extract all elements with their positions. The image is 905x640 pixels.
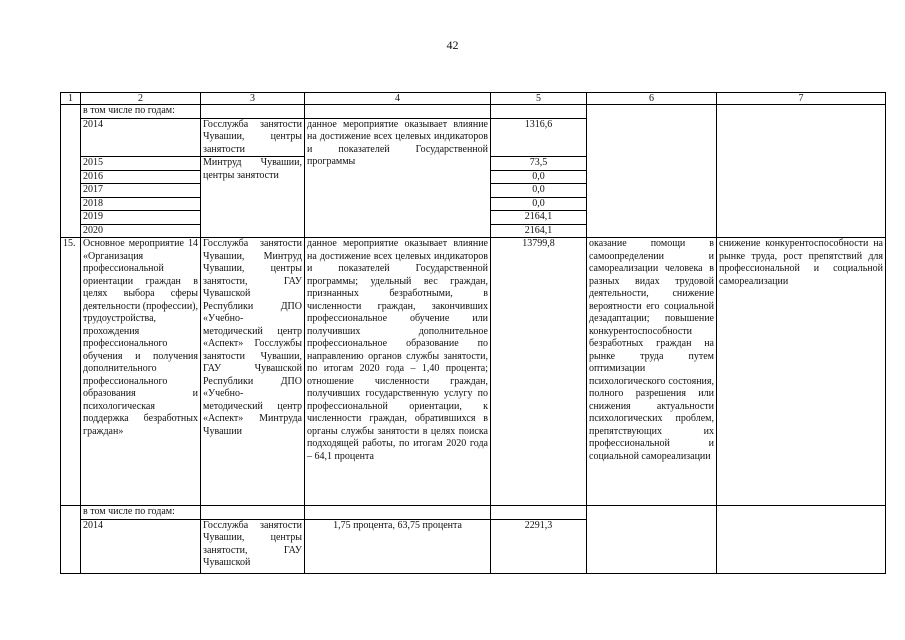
empty-cell	[201, 105, 305, 119]
empty-cell	[491, 506, 587, 520]
column-number: 3	[201, 93, 305, 105]
event-cell: Основное мероприятие 14 «Организация профессиональной ориентации граждан в целях выбора сферы деятельности (профессии), трудоустройства, прохождения профессионального обучения и получения дополнительного профессионального образования и психологическая поддержка безработных граждан»	[81, 238, 201, 506]
column-numbers-row	[61, 93, 886, 105]
amount-cell: 0,0	[491, 184, 587, 198]
executors-cell: Минтруд Чувашии, центры занятости	[201, 157, 305, 238]
executors-cell: Госслужба занятости Чувашии, центры занятости	[201, 118, 305, 157]
amount-cell: 0,0	[491, 197, 587, 211]
amount-cell: 13799,8	[491, 238, 587, 506]
amount-cell: 2164,1	[491, 224, 587, 238]
column-number: 2	[81, 93, 201, 105]
year-cell: 2016	[81, 170, 201, 184]
row-number: 15.	[61, 238, 81, 506]
empty-cell	[201, 506, 305, 520]
year-cell: 2015	[81, 157, 201, 171]
empty-cell	[305, 506, 491, 520]
column-number: 1	[61, 93, 81, 105]
table-row	[61, 105, 886, 119]
indicator-cell: данное мероприятие оказывает влияние на достижение всех целевых индикаторов и показателей Государственной программы; удельный вес граждан, признанных безработными, в численности граждан, закончивших профессиональное обучение или получивших дополнительное профессиональное образование по направлению органов службы занятости, по итогам 2020 года – 1,40 процента; отношение численности граждан, получивших государственную услугу по профессиональной ориентации, к численности граждан, обратившихся в органы службы занятости в целях поиска подходящей работы, по итогам 2020 года – 64,1 процента	[305, 238, 491, 506]
impact-cell: снижение конкурентоспособности на рынке труда, рост препятствий для профессиональной и социальной самореализации	[717, 238, 886, 506]
executors-cell: Госслужба занятости Чувашии, центры занятости, ГАУ Чувашской	[201, 519, 305, 573]
indicator-cell: данное мероприятие оказывает влияние на достижение всех целевых индикаторов и показателей Государственной программы	[305, 118, 491, 238]
by-years-label: в том числе по годам:	[81, 506, 201, 520]
year-cell: 2017	[81, 184, 201, 198]
page-number: 42	[446, 38, 459, 52]
amount-cell: 2291,3	[491, 519, 587, 573]
amount-cell: 2164,1	[491, 211, 587, 225]
column-number: 5	[491, 93, 587, 105]
empty-cell	[491, 105, 587, 119]
executors-cell: Госслужба занятости Чувашии, Минтруд Чувашии, центры занятости, ГАУ Чувашской Республики ДПО «Учебно-методический центр «Аспект» Госслужбы занятости Чувашии, ГАУ Чувашской Республики ДПО «Учебно-методический центр «Аспект» Минтруда Чувашии	[201, 238, 305, 506]
amount-cell: 0,0	[491, 170, 587, 184]
table-row	[61, 506, 886, 520]
column-number: 4	[305, 93, 491, 105]
result-cell: оказание помощи в самоопределении и самореализации человека в разных видах трудовой деятельности, снижение вероятности его социальной дезадаптации; повышение конкурентоспособности безработных граждан на рынке труда путем оптимизации психологического состояния, полного разрешения или снижения актуальности психологических проблем, препятствующих их профессиональной и социальной самореализации	[587, 238, 717, 506]
empty-cell	[587, 506, 717, 574]
year-cell: 2020	[81, 224, 201, 238]
amount-cell: 73,5	[491, 157, 587, 171]
empty-cell	[61, 506, 81, 574]
column-number: 6	[587, 93, 717, 105]
table-row	[61, 238, 886, 506]
year-cell: 2014	[81, 519, 201, 573]
program-table	[60, 92, 886, 574]
by-years-label: в том числе по годам:	[81, 105, 201, 119]
empty-cell	[587, 105, 717, 238]
empty-cell	[717, 105, 886, 238]
indicator-cell: 1,75 процента, 63,75 процента	[305, 519, 491, 573]
empty-cell	[305, 105, 491, 119]
year-cell: 2019	[81, 211, 201, 225]
year-cell: 2014	[81, 118, 201, 157]
year-cell: 2018	[81, 197, 201, 211]
empty-cell	[717, 506, 886, 574]
empty-cell	[61, 105, 81, 238]
amount-cell: 1316,6	[491, 118, 587, 157]
column-number: 7	[717, 93, 886, 105]
